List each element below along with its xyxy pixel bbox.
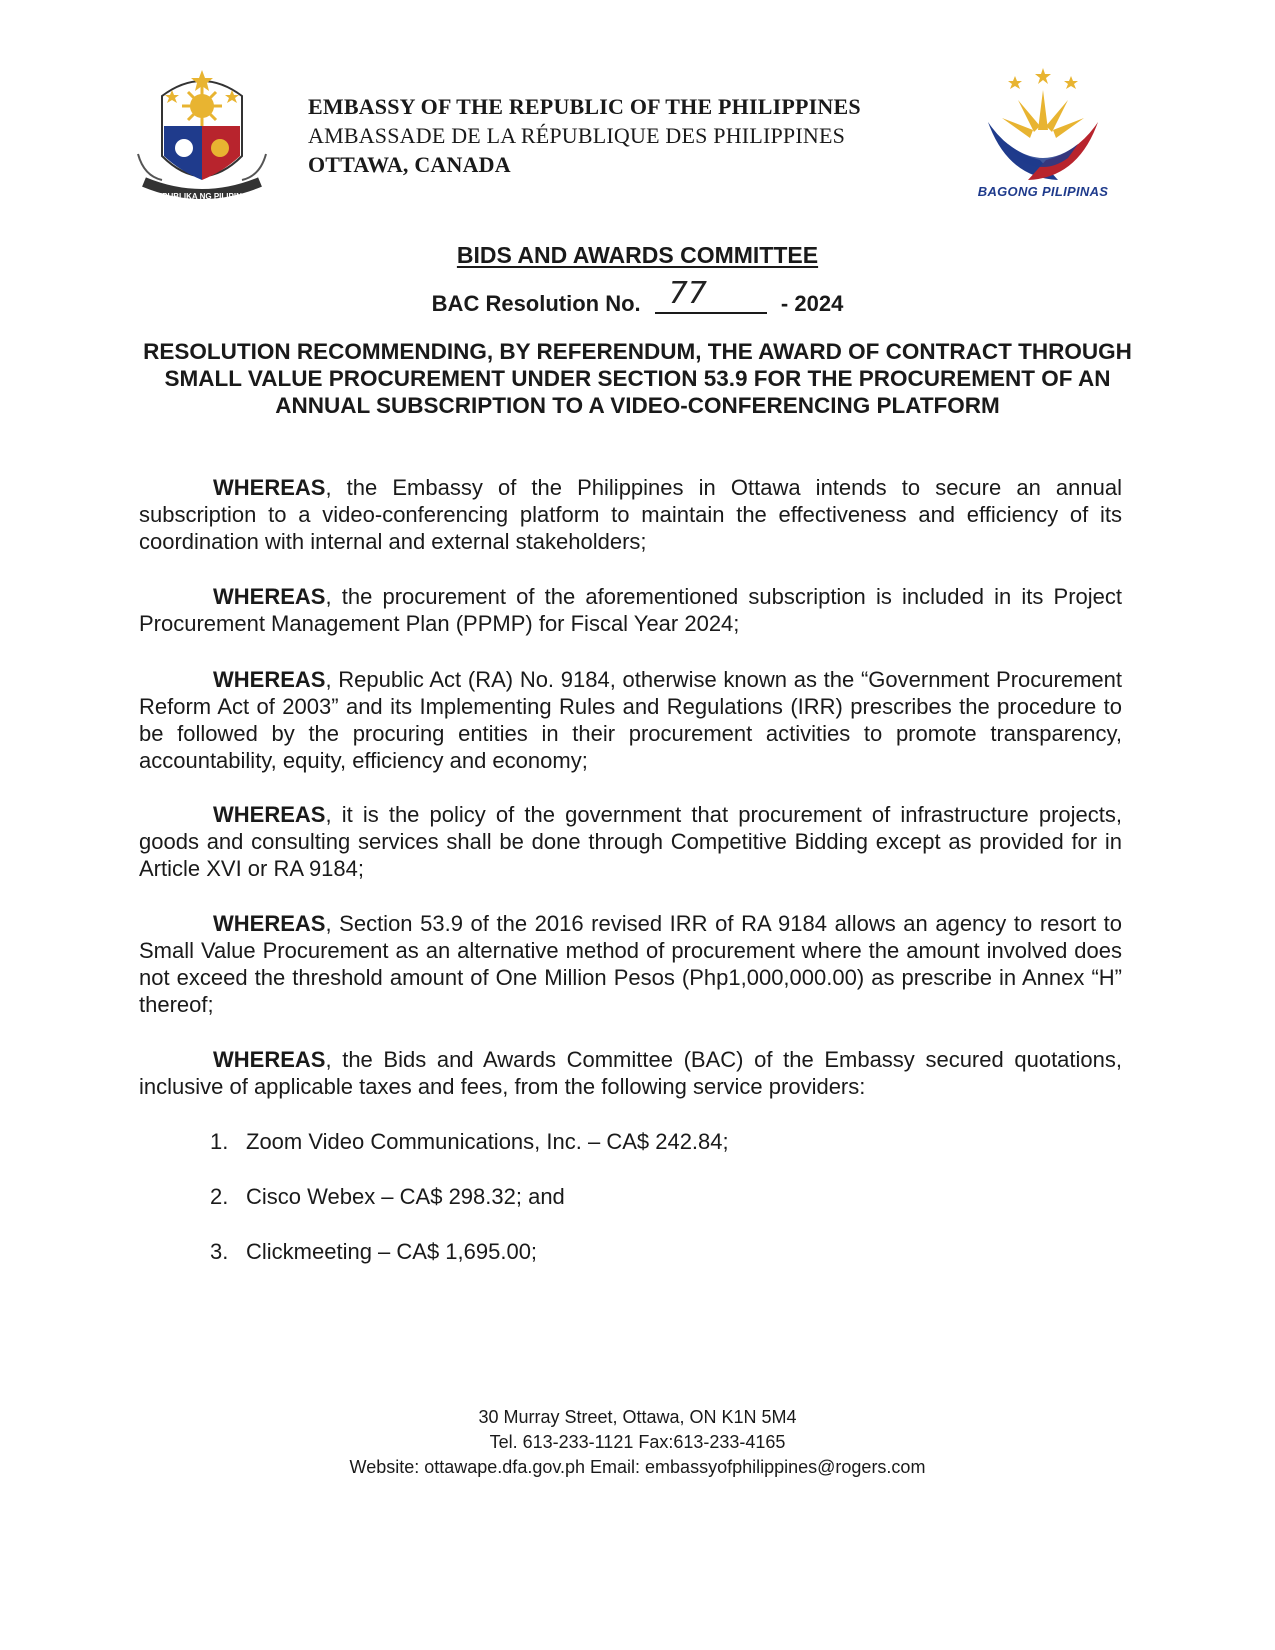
whereas-paragraph — [139, 474, 1122, 555]
whereas-paragraph — [139, 583, 1122, 637]
whereas-lead: WHEREAS — [213, 1047, 326, 1072]
list-item — [210, 1238, 729, 1265]
list-item — [210, 1183, 729, 1210]
footer-address: 30 Murray Street, Ottawa, ON K1N 5M4 — [478, 1407, 797, 1427]
whereas-text: , the Bids and Awards Committee (BAC) of the Embassy secured quotations, inclusive of applicable taxes and fees, from the following service providers: — [139, 1047, 1122, 1099]
whereas-lead: WHEREAS — [213, 802, 326, 827]
footer — [0, 1405, 1275, 1480]
committee-title: BIDS AND AWARDS COMMITTEE — [456, 242, 819, 268]
list-item-number: 3. — [210, 1239, 229, 1264]
whereas-paragraph — [139, 801, 1122, 882]
whereas-text: , Section 53.9 of the 2016 revised IRR of RA 9184 allows an agency to resort to Small Value Procurement as an alternative method of procurement where the amount involved does not exceed the threshold amount of One Million Pesos (Php1,000,000.00) as prescribe in Annex “H” thereof; — [139, 911, 1122, 1017]
whereas-text: , the procurement of the aforementioned subscription is included in its Project Procurement Management Plan (PPMP) for Fiscal Year 2024; — [139, 584, 1122, 636]
resolution-number-line — [0, 276, 1275, 317]
whereas-lead: WHEREAS — [213, 911, 326, 936]
handwritten-resolution-number: 77 — [668, 276, 707, 311]
embassy-name-english: EMBASSY OF THE REPUBLIC OF THE PHILIPPINES — [308, 94, 861, 119]
footer-phone: Tel. 613-233-1121 Fax:613-233-4165 — [489, 1432, 786, 1452]
whereas-paragraph — [139, 666, 1122, 774]
list-item-text: Zoom Video Communications, Inc. – CA$ 242.84; — [246, 1129, 729, 1154]
resolution-prefix: BAC Resolution No. — [431, 291, 641, 316]
whereas-lead: WHEREAS — [213, 584, 326, 609]
whereas-paragraph — [139, 1046, 1122, 1100]
footer-web: Website: ottawape.dfa.gov.ph Email: embassyofphilippines@rogers.com — [349, 1457, 926, 1477]
letterhead — [308, 92, 861, 179]
svg-text:REPUBLIKA NG PILIPINAS: REPUBLIKA NG PILIPINAS — [151, 192, 253, 201]
list-item-text: Cisco Webex – CA$ 298.32; and — [246, 1184, 565, 1209]
resolution-year: - 2024 — [780, 291, 844, 316]
whereas-text: , it is the policy of the government that procurement of infrastructure projects, goods and consulting services shall be done through Competitive Bidding except as provided for in Article XVI or RA 9184; — [139, 802, 1122, 881]
whereas-text: , the Embassy of the Philippines in Ottawa intends to secure an annual subscription to a video-conferencing platform to maintain the effectiveness and efficiency of its coordination with internal and external stakeholders; — [139, 475, 1122, 554]
quotation-list — [210, 1128, 729, 1293]
list-item — [210, 1128, 729, 1155]
embassy-name-french: AMBASSADE DE LA RÉPUBLIQUE DES PHILIPPINES — [308, 123, 846, 148]
list-item-text: Clickmeeting – CA$ 1,695.00; — [246, 1239, 538, 1264]
resolution-number-blank — [655, 276, 767, 314]
list-item-number: 2. — [210, 1184, 229, 1209]
philippine-seal-icon — [132, 56, 272, 206]
whereas-paragraph — [139, 910, 1122, 1018]
bagong-pilipinas-label: BAGONG PILIPINAS — [977, 184, 1109, 199]
whereas-lead: WHEREAS — [213, 475, 326, 500]
whereas-lead: WHEREAS — [213, 667, 326, 692]
whereas-text: , Republic Act (RA) No. 9184, otherwise known as the “Government Procurement Reform Act of 2003” and its Implementing Rules and Regulations (IRR) prescribes the procedure to be followed by the procuring entities in their procurement activities to promote transparency, accountability, equity, efficiency and economy; — [139, 667, 1122, 773]
embassy-city: OTTAWA, CANADA — [308, 152, 511, 177]
list-item-number: 1. — [210, 1129, 229, 1154]
resolution-heading: RESOLUTION RECOMMENDING, BY REFERENDUM, THE AWARD OF CONTRACT THROUGH SMALL VALUE PROCUREMENT UNDER SECTION 53.9 FOR THE PROCUREMENT OF AN ANNUAL SUBSCRIPTION TO A VIDEO-CONFERENCING PLATFORM — [143, 339, 1132, 418]
